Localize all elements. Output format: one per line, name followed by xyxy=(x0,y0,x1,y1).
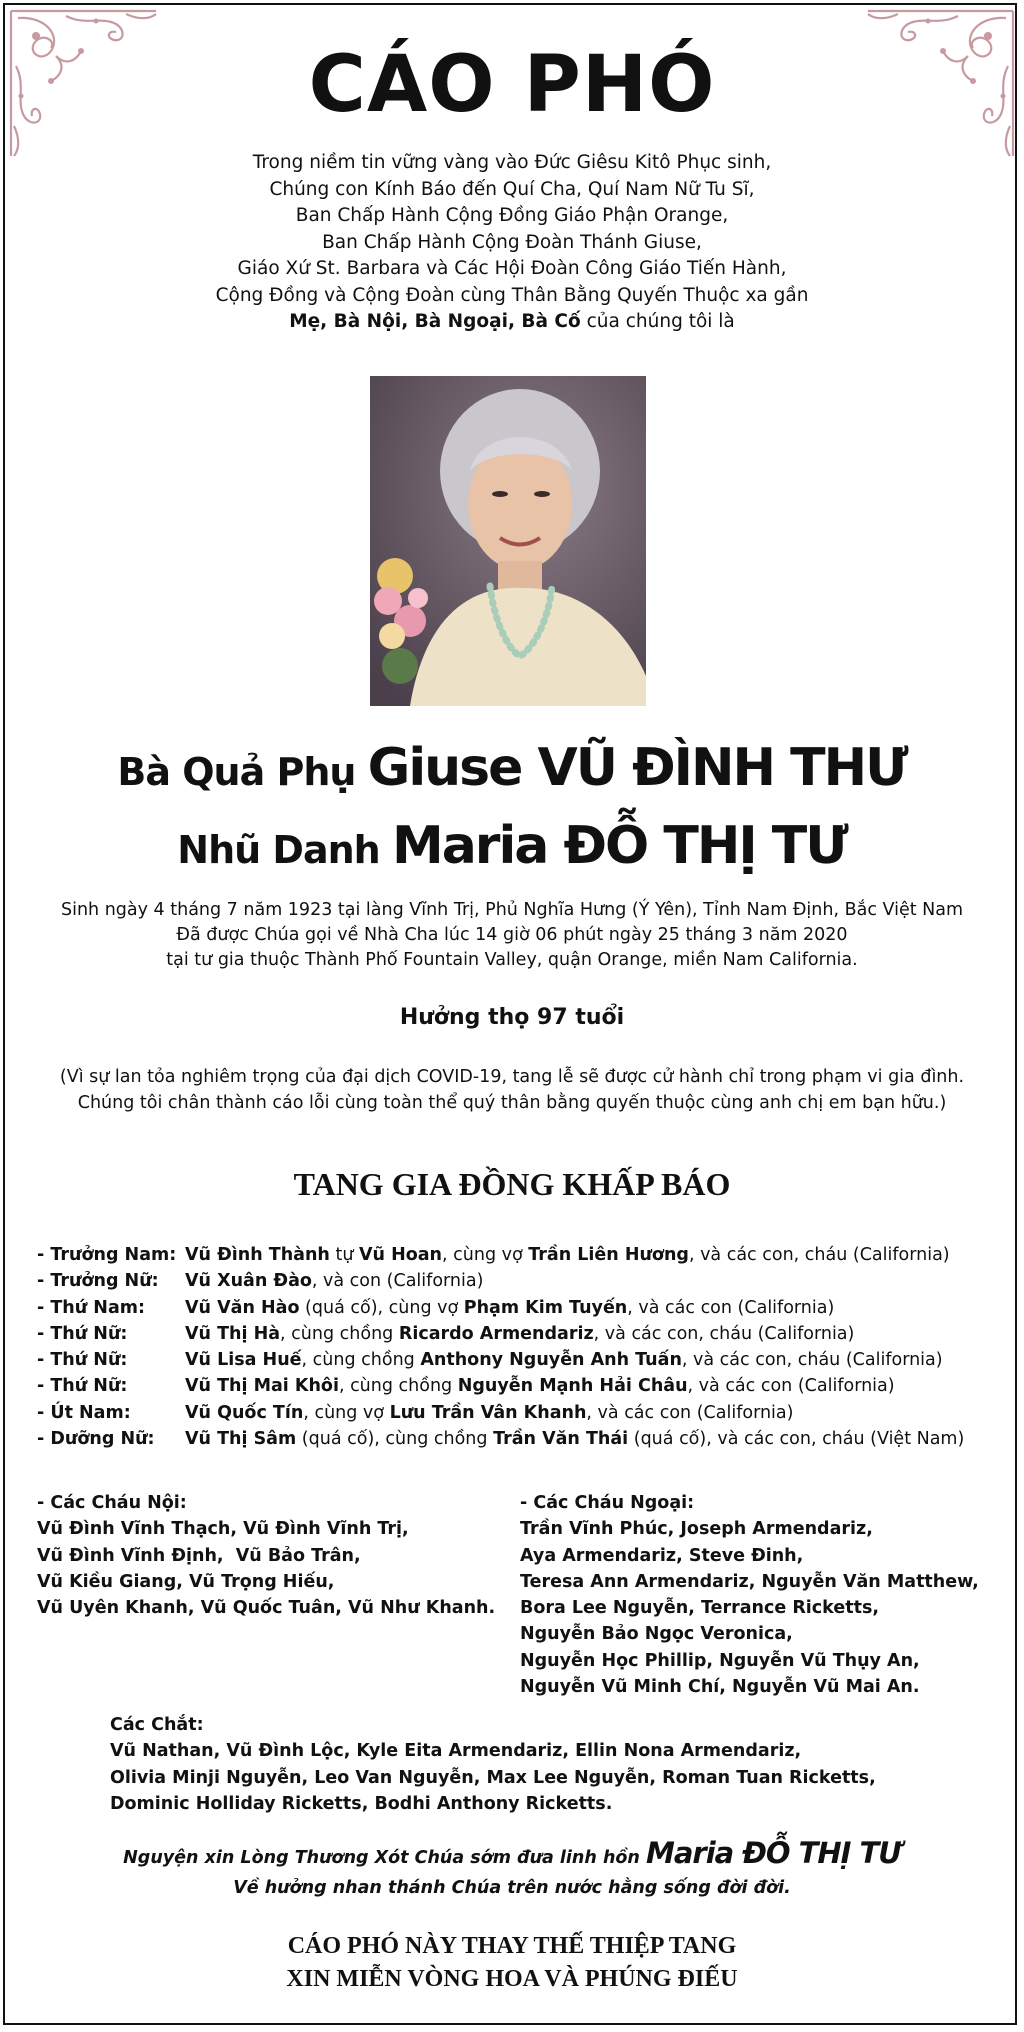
member-text: , và các con (California) xyxy=(687,1376,895,1397)
family-row xyxy=(37,1400,997,1426)
list-item: Bora Lee Nguyễn, Terrance Ricketts, xyxy=(520,1598,880,1619)
member-name: Anthony Nguyễn Anh Tuấn xyxy=(420,1350,682,1371)
member-name: Vũ Hoan xyxy=(358,1245,443,1265)
member-name: Phạm Kim Tuyến xyxy=(463,1297,628,1318)
prayer-line-2: Về hưởng nhan thánh Chúa trên nước hằng sống đời đời. xyxy=(233,1878,791,1898)
member-text: , cùng chồng xyxy=(338,1376,458,1397)
prayer-line-1 xyxy=(0,1838,1024,1873)
member-name: Vũ Lisa Huế xyxy=(185,1350,302,1371)
relation-label: - Trưởng Nam: xyxy=(37,1245,177,1265)
prayer-text: Nguyện xin Lòng Thương Xót Chúa sớm đưa linh hồn xyxy=(123,1848,646,1868)
page-title: CÁO PHÓ xyxy=(308,40,716,130)
great-grandchildren xyxy=(110,1712,876,1817)
member-text: (quá cố), và các con, cháu (Việt Nam) xyxy=(628,1429,965,1450)
list-item: Vũ Nathan, Vũ Đình Lộc, Kyle Eita Armendariz, Ellin Nona Armendariz, xyxy=(110,1741,802,1762)
member-text: (quá cố), cùng chồng xyxy=(296,1429,494,1450)
biography xyxy=(0,898,1024,973)
list-item: Teresa Ann Armendariz, Nguyễn Văn Matthew, xyxy=(520,1571,979,1592)
member-name: Ricardo Armendariz xyxy=(398,1323,594,1344)
relation-members xyxy=(185,1426,964,1452)
member-text: , và các con, cháu (California) xyxy=(688,1245,950,1265)
member-name: Vũ Thị Mai Khôi xyxy=(185,1376,339,1397)
member-name: Vũ Thị Sâm xyxy=(185,1429,297,1450)
list-item: Nguyễn Vũ Minh Chí, Nguyễn Vũ Mai An. xyxy=(520,1677,920,1698)
relation-label: - Út Nam: xyxy=(37,1402,131,1423)
list-item: Vũ Kiều Giang, Vũ Trọng Hiếu, xyxy=(37,1571,335,1592)
member-text: , và các con (California) xyxy=(627,1297,835,1318)
portrait-photo xyxy=(370,376,646,706)
list-item: Trần Vĩnh Phúc, Joseph Armendariz, xyxy=(520,1519,873,1540)
list-heading: - Các Cháu Ngoại: xyxy=(520,1493,695,1513)
list-item: Aya Armendariz, Steve Đinh, xyxy=(520,1545,804,1566)
relation-members xyxy=(185,1373,895,1399)
family-row xyxy=(37,1321,997,1347)
intro-line-last xyxy=(0,309,1024,336)
member-text: , cùng chồng xyxy=(280,1323,399,1344)
relation-members xyxy=(185,1242,950,1268)
family-row xyxy=(37,1347,997,1373)
relation-label: - Thứ Nam: xyxy=(37,1297,145,1318)
list-item: Olivia Minji Nguyễn, Leo Van Nguyễn, Max Lee Nguyễn, Roman Tuan Ricketts, xyxy=(110,1767,876,1788)
intro-line: Cộng Đồng và Cộng Đoàn cùng Thân Bằng Quyến Thuộc xa gần xyxy=(215,284,809,306)
relation-members xyxy=(185,1347,943,1373)
relation-members xyxy=(185,1400,793,1426)
family-row xyxy=(37,1373,997,1399)
member-name: Nguyễn Mạnh Hải Châu xyxy=(457,1376,688,1397)
husband-name: Giuse VŨ ĐÌNH THƯ xyxy=(367,738,907,798)
intro-tail: của chúng tôi là xyxy=(580,311,735,332)
member-name: Vũ Văn Hào xyxy=(185,1297,300,1318)
member-text: tự xyxy=(329,1245,359,1265)
member-name: Trần Liên Hương xyxy=(528,1245,689,1265)
list-heading: Các Chắt: xyxy=(110,1715,204,1735)
member-name: Vũ Thị Hà xyxy=(185,1323,281,1344)
member-name: Vũ Quốc Tín xyxy=(185,1402,304,1423)
member-text: , và con (California) xyxy=(311,1271,484,1292)
family-row xyxy=(37,1242,997,1268)
closing-line: XIN MIỄN VÒNG HOA VÀ PHÚNG ĐIẾU xyxy=(286,1966,738,1992)
relation-members xyxy=(185,1321,854,1347)
family-row xyxy=(37,1268,997,1294)
family-row xyxy=(37,1295,997,1321)
notice-line: Chúng tôi chân thành cáo lỗi cùng toàn thể quý thân bằng quyến thuộc cùng anh chị em bạn hữu.) xyxy=(77,1093,947,1113)
deceased-name: Maria ĐỖ THỊ TƯ xyxy=(391,816,847,876)
bio-line: tại tư gia thuộc Thành Phố Fountain Valley, quận Orange, miền Nam California. xyxy=(166,950,858,970)
list-item: Dominic Holliday Ricketts, Bodhi Anthony Ricketts. xyxy=(110,1793,613,1814)
member-text: , và các con, cháu (California) xyxy=(593,1323,855,1344)
list-item: Vũ Uyên Khanh, Vũ Quốc Tuân, Vũ Như Khanh. xyxy=(37,1598,496,1619)
intro-line: Chúng con Kính Báo đến Quí Cha, Quí Nam Nữ Tu Sĩ, xyxy=(269,178,755,200)
member-text: (quá cố), cùng vợ xyxy=(299,1297,464,1318)
member-name: Trần Văn Thái xyxy=(493,1429,629,1450)
list-heading: - Các Cháu Nội: xyxy=(37,1493,187,1513)
list-item: Vũ Đình Vĩnh Thạch, Vũ Đình Vĩnh Trị, xyxy=(37,1519,409,1540)
relation-members xyxy=(185,1295,834,1321)
member-name: Lưu Trần Vân Khanh xyxy=(389,1402,587,1423)
covid-notice xyxy=(0,1064,1024,1116)
relation-label: - Thứ Nữ: xyxy=(37,1376,128,1397)
intro-line: Ban Chấp Hành Cộng Đoàn Thánh Giuse, xyxy=(322,231,702,253)
member-text: , cùng chồng xyxy=(301,1350,421,1371)
grandchildren-maternal xyxy=(520,1490,979,1700)
list-item: Nguyễn Học Phillip, Nguyễn Vũ Thụy An, xyxy=(520,1650,920,1671)
bio-line: Sinh ngày 4 tháng 7 năm 1923 tại làng Vĩnh Trị, Phủ Nghĩa Hưng (Ý Yên), Tỉnh Nam Định, Bắc Việt Nam xyxy=(60,900,964,920)
intro-line: Trong niềm tin vững vàng vào Đức Giêsu Kitô Phục sinh, xyxy=(252,152,772,173)
relation-label: - Thứ Nữ: xyxy=(37,1323,128,1344)
relation-label: - Thứ Nữ: xyxy=(37,1350,128,1371)
member-text: , và các con, cháu (California) xyxy=(681,1350,943,1371)
member-text: , cùng vợ xyxy=(303,1402,390,1423)
title-widow: Bà Quả Phụ xyxy=(117,750,368,794)
member-name: Vũ Xuân Đào xyxy=(185,1271,312,1292)
family-heading: TANG GIA ĐỒNG KHẤP BÁO xyxy=(293,1166,731,1202)
bio-line: Đã được Chúa gọi về Nhà Cha lúc 14 giờ 06 phút ngày 25 tháng 3 năm 2020 xyxy=(176,925,848,945)
intro-relations: Mẹ, Bà Nội, Bà Ngoại, Bà Cố xyxy=(289,311,581,332)
member-text: , và các con (California) xyxy=(586,1402,794,1423)
closing-notice xyxy=(0,1930,1024,1996)
intro-line: Ban Chấp Hành Cộng Đồng Giáo Phận Orange, xyxy=(295,205,729,226)
grandchildren-paternal xyxy=(37,1490,495,1621)
age-line: Hưởng thọ 97 tuổi xyxy=(399,1005,625,1030)
notice-line: (Vì sự lan tỏa nghiêm trọng của đại dịch COVID-19, tang lễ sẽ được cử hành chỉ trong phạm vi gia đình. xyxy=(59,1067,965,1087)
deceased-names xyxy=(0,735,1024,891)
list-item: Vũ Đình Vĩnh Định, Vũ Bảo Trân, xyxy=(37,1545,361,1566)
prayer-deceased-name: Maria ĐỖ THỊ TƯ xyxy=(645,1836,901,1870)
relation-members xyxy=(185,1268,483,1294)
intro-paragraph xyxy=(0,150,1024,336)
relation-label: - Trưởng Nữ: xyxy=(37,1271,159,1292)
member-text: , cùng vợ xyxy=(442,1245,529,1265)
intro-line: Giáo Xứ St. Barbara và Các Hội Đoàn Công Giáo Tiến Hành, xyxy=(237,258,787,279)
list-item: Nguyễn Bảo Ngọc Veronica, xyxy=(520,1624,793,1645)
prayer xyxy=(0,1838,1024,1903)
maiden-label: Nhũ Danh xyxy=(177,828,392,872)
closing-line: CÁO PHÓ NÀY THAY THẾ THIỆP TANG xyxy=(287,1933,737,1959)
name-line-1 xyxy=(0,735,1024,813)
relation-label: - Dưỡng Nữ: xyxy=(37,1429,155,1450)
name-line-2 xyxy=(0,813,1024,891)
member-name: Vũ Đình Thành xyxy=(185,1245,330,1265)
family-list xyxy=(37,1242,997,1452)
family-row xyxy=(37,1426,997,1452)
